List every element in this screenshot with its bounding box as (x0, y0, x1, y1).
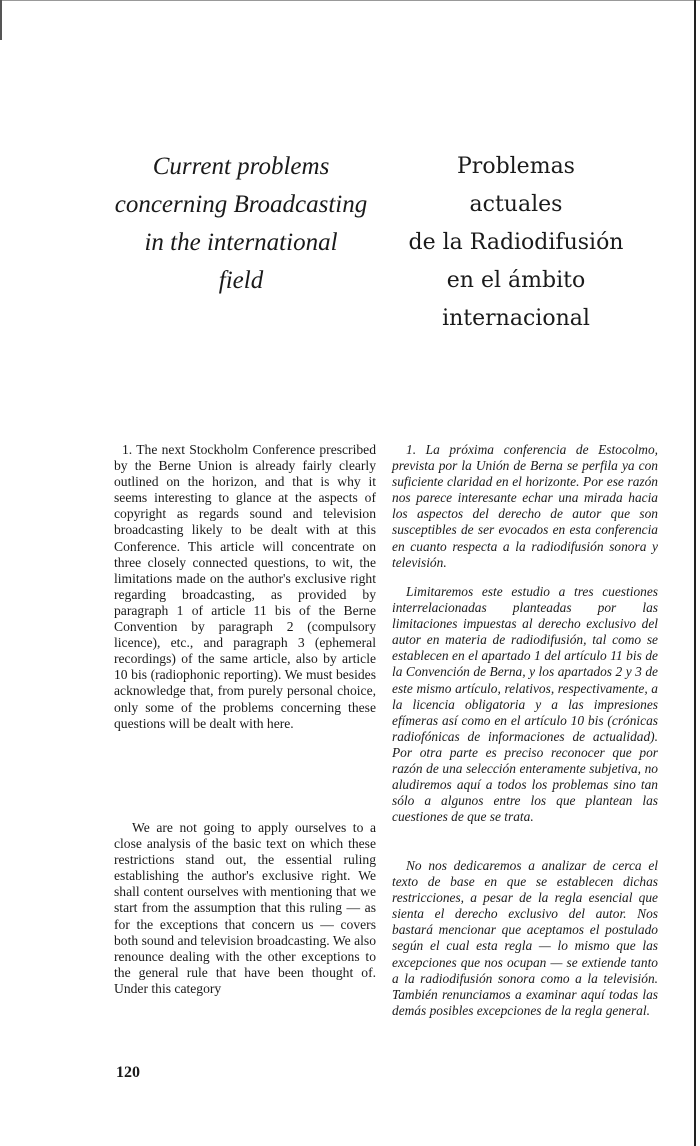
title-en-line: in the international (144, 229, 338, 256)
paragraph-text: 1. La próxima conferencia de Estocolmo, prevista por la Unión de Berna se perfila ya con suficiente claridad en el horizonte. Por ese razón nos parece interesante echar una mirada hacia los aspectos del derecho de autor que son susceptibles de ser evocados en esta conferencia en cuanto respecta a la radiodifusión sonora y televisión. (392, 442, 658, 570)
paragraph-text: No nos dedicaremos a analizar de cerca el texto de base en que se establecen dichas restricciones, a pesar de la regla esencial que sienta el derecho exclusivo del autor. Nos bastará mencionar que aceptamos el postulado según el cual esta regla — lo mismo que las excepciones que nos ocupan — se extiende tanto a la radiodifusión sonora como a la televisión. También renunciamos a examinar aquí todas las demás posibles excepciones de la regla general. (392, 858, 658, 1018)
right-scan-edge (694, 0, 696, 1146)
title-spanish (408, 148, 624, 338)
english-paragraph-2 (114, 820, 376, 997)
title-es-line: Problemas actuales (457, 154, 575, 217)
paragraph-text: We are not going to apply ourselves to a close analysis of the basic text on which these restrictions stand out, the essential ruling establishing the author's exclusive right. We shall content ourselves with mentioning that we start from the assumption that this ruling — as for the exceptions that concern us — covers both sound and television broadcasting. We also renounce dealing with the other exceptions to the general rule that have been thought of. Under this category (114, 820, 376, 996)
spanish-paragraph-2 (392, 584, 658, 825)
title-en-line: Current problems (152, 153, 330, 180)
paragraph-text: Limitaremos este estudio a tres cuestiones interrelacionadas planteadas por las limitaciones impuestas al derecho exclusivo del autor en materia de radiodifusión, tal como se establecen en el apartado 1 del artículo 11 bis de la Convención de Berna, y los apartados 2 y 3 de este mismo artículo, relativos, respectivamente, a la licencia obligatoria y a las impresiones efímeras así como en el artículo 10 bis (crónicas radiofónicas de informaciones de actualidad). Por otra parte es preciso reconocer que por razón de una selección enteramente subjetiva, no aludiremos aquí a todos los problemas sino tan sólo a algunos entre los que plantean las cuestiones de que se trata. (392, 584, 658, 825)
paragraph-text: 1. The next Stockholm Conference prescribed by the Berne Union is already fairly clearly outlined on the horizon, and that is why it seems interesting to glance at the aspects of copyright as regards sound and television broadcasting likely to be dealt with at this Conference. This article will concentrate on three closely connected questions, to wit, the limitations made on the author's exclusive right regarding broadcasting, as provided by paragraph 1 of article 11 bis of the Berne Convention by paragraph 2 (compulsory licence), etc., and paragraph 3 (ephemeral recordings) of the same article, also by article 10 bis (radiophonic reporting). We must besides acknowledge that, from purely personal choice, only some of the problems concerning these questions will be dealt with here. (114, 442, 376, 731)
spanish-paragraph-3 (392, 858, 658, 1019)
spanish-paragraph-1 (392, 442, 658, 571)
left-scan-mark (0, 0, 2, 40)
title-english (110, 148, 372, 300)
english-paragraph-1 (114, 442, 376, 732)
title-en-line: field (218, 267, 264, 294)
title-es-line: en el ámbito (446, 268, 586, 293)
top-scan-edge (0, 0, 700, 1)
title-es-line: internacional (442, 306, 590, 331)
title-es-line: de la Radiodifusión (408, 230, 624, 255)
title-en-line: concerning Broadcasting (114, 191, 368, 218)
page-number: 120 (116, 1064, 140, 1081)
